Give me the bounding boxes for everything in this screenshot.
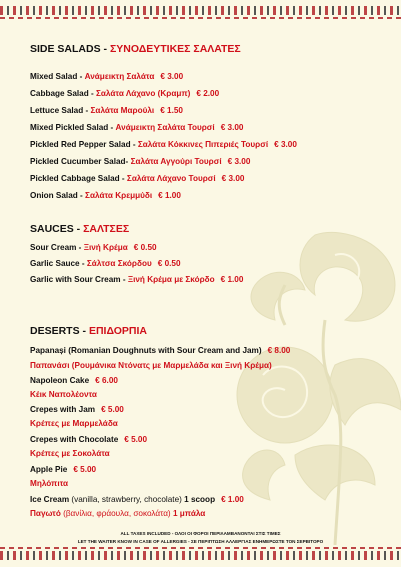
item-price: € 5.00 bbox=[124, 435, 148, 444]
item-name-gr: Σαλάτα Λάχανο Τουρσί bbox=[126, 174, 216, 183]
item-name-en: Pickled Cabbage Salad - bbox=[30, 174, 127, 183]
item-price: € 3.00 bbox=[221, 174, 245, 183]
item-name-en: Mixed Salad - bbox=[30, 72, 85, 81]
menu-item bbox=[30, 346, 290, 355]
item-name-gr: Σαλάτα Μαρούλι bbox=[90, 106, 155, 115]
section-title-en: SIDE SALADS - bbox=[30, 43, 110, 55]
item-name-en: Crepes with Jam bbox=[30, 405, 96, 414]
item-name-en: Onion Salad - bbox=[30, 191, 86, 200]
item-name-en: Garlic with Sour Cream - bbox=[30, 275, 128, 284]
menu-item bbox=[30, 243, 157, 252]
menu-item bbox=[30, 275, 243, 284]
menu-item-gr: Κέικ Ναπολέοντα bbox=[30, 390, 97, 399]
footnote-taxes: ALL TAXES INCLUDED - ΟΛΟΙ ΟΙ ΦΟΡΟΙ ΠΕΡΙΛΑΜΒΑΝΟΝΤΑΙ ΣΤΙΣ ΤΙΜΕΣ bbox=[120, 531, 281, 536]
item-name-gr: Ξινή Κρέμα με Σκόρδο bbox=[127, 275, 215, 284]
item-price: € 0.50 bbox=[133, 243, 157, 252]
item-price: € 8.00 bbox=[267, 346, 291, 355]
item-name-en: Mixed Pickled Salad - bbox=[30, 123, 116, 132]
item-name-gr: Σαλάτα Κρεμμύδι bbox=[85, 191, 153, 200]
item-name-gr: Ανάμεικτη Σαλάτα bbox=[84, 72, 155, 81]
section-title-deserts bbox=[30, 325, 147, 337]
menu-item bbox=[30, 259, 181, 268]
item-price: € 1.00 bbox=[220, 275, 244, 284]
item-name-gr: Ανάμεικτη Σαλάτα Τουρσί bbox=[115, 123, 215, 132]
section-title-sauces bbox=[30, 223, 129, 235]
section-title-gr: ΣΑΛΤΣΕΣ bbox=[83, 223, 130, 235]
item-price: € 1.50 bbox=[160, 106, 183, 115]
section-title-gr: ΕΠΙΔΟΡΠΙΑ bbox=[88, 325, 147, 337]
menu-item bbox=[30, 106, 183, 115]
menu-item bbox=[30, 405, 124, 414]
section-title-side-salads bbox=[30, 43, 241, 55]
item-name-en: Cabbage Salad - bbox=[30, 89, 96, 98]
floral-background-icon bbox=[225, 225, 401, 545]
menu-item-gr: Κρέπες με Μαρμελάδα bbox=[30, 419, 118, 428]
item-price: € 3.00 bbox=[220, 123, 244, 132]
menu-item bbox=[30, 174, 244, 183]
item-qty-en: 1 scoop bbox=[184, 495, 216, 504]
item-name-en: Sour Cream - bbox=[30, 243, 84, 252]
item-price: € 0.50 bbox=[157, 259, 181, 268]
item-name-en: Crepes with Chocolate bbox=[30, 435, 119, 444]
menu-item bbox=[30, 191, 181, 200]
item-name-gr: Παγωτό bbox=[30, 509, 61, 518]
item-price: € 1.00 bbox=[158, 191, 181, 200]
item-price: € 1.00 bbox=[221, 495, 244, 504]
item-qty-gr: 1 μπάλα bbox=[172, 509, 206, 518]
item-name-gr: Σαλάτα Λάχανο (Κραμπ) bbox=[95, 89, 191, 98]
section-title-gr: ΣΥΝΟΔΕΥΤΙΚΕΣ ΣΑΛΑΤΕΣ bbox=[109, 43, 241, 55]
item-name-gr: Σαλάτα Αγγούρι Τουρσί bbox=[130, 157, 222, 166]
item-name-en: Pickled Red Pepper Salad - bbox=[30, 140, 138, 149]
item-detail-gr: (βανίλια, φράουλα, σοκολάτα) bbox=[60, 509, 173, 518]
menu-item bbox=[30, 72, 183, 81]
item-price: € 6.00 bbox=[95, 376, 118, 385]
decorative-border-top bbox=[0, 6, 401, 15]
menu-item bbox=[30, 465, 96, 474]
item-name-en: Papanași (Romanian Doughnuts with Sour Cream and Jam) bbox=[30, 346, 262, 355]
item-price: € 5.00 bbox=[73, 465, 97, 474]
menu-item bbox=[30, 157, 250, 166]
menu-item bbox=[30, 140, 297, 149]
item-price: € 2.00 bbox=[196, 89, 220, 98]
menu-item-gr-ice-cream bbox=[30, 509, 205, 518]
menu-item-gr: Παπανάσι (Ρουμάνικα Ντόνατς με Μαρμελάδα και Ξινή Κρέμα) bbox=[30, 361, 272, 370]
item-name-en: Garlic Sauce - bbox=[30, 259, 87, 268]
menu-item bbox=[30, 376, 118, 385]
menu-item-gr: Κρέπες με Σοκολάτα bbox=[30, 449, 110, 458]
item-price: € 3.00 bbox=[227, 157, 251, 166]
item-name-en: Pickled Cucumber Salad- bbox=[30, 157, 131, 166]
item-price: € 3.00 bbox=[274, 140, 297, 149]
menu-item bbox=[30, 123, 243, 132]
menu-item bbox=[30, 435, 147, 444]
menu-item-gr: Μηλόπιτα bbox=[30, 479, 69, 488]
item-name-en: Ice Cream bbox=[30, 495, 70, 504]
item-name-gr: Σάλτσα Σκόρδου bbox=[86, 259, 152, 268]
menu-item bbox=[30, 89, 219, 98]
item-price: € 5.00 bbox=[101, 405, 124, 414]
item-name-en: Lettuce Salad - bbox=[30, 106, 91, 115]
decorative-border-bottom bbox=[0, 551, 401, 560]
item-name-en: Napoleon Cake bbox=[30, 376, 90, 385]
item-price: € 3.00 bbox=[160, 72, 184, 81]
footnote-allergies: LET THE WAITER KNOW IN CASE OF ALLERGIES - ΣΕ ΠΕΡΙΠΤΩΣΗ ΑΛΛΕΡΓΙΑΣ ΕΝΗΜΕΡΩΣΤΕ ΤΟΝ ΣΕΡΒΙΤΟΡΟ bbox=[77, 539, 324, 544]
menu-item-ice-cream bbox=[30, 495, 244, 504]
section-title-en: SAUCES - bbox=[30, 223, 84, 235]
item-name-en: Apple Pie bbox=[30, 465, 68, 474]
item-detail-en: (vanilla, strawberry, chocolate) bbox=[69, 495, 185, 504]
section-title-en: DESERTS - bbox=[30, 325, 89, 337]
item-name-gr: Ξινή Κρέμα bbox=[83, 243, 128, 252]
item-name-gr: Σαλάτα Κόκκινες Πιπεριές Τουρσί bbox=[137, 140, 269, 149]
